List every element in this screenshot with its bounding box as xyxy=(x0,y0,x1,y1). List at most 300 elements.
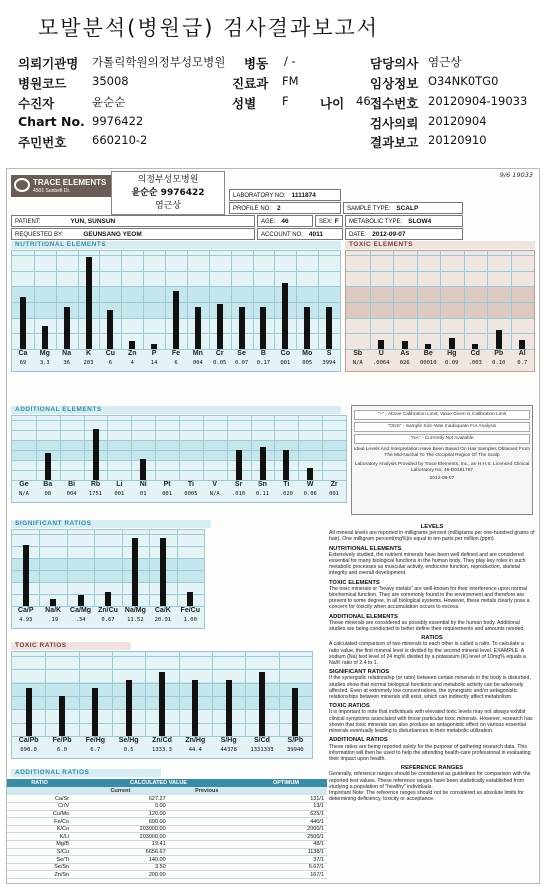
ratio-name: S/Cu xyxy=(7,848,72,856)
table-row xyxy=(7,810,327,818)
additional-chart xyxy=(11,415,347,503)
element-label: Fe/Pb xyxy=(52,737,72,744)
column-divider xyxy=(231,251,232,349)
col-blank-2 xyxy=(245,787,327,795)
element-value: 6 xyxy=(174,360,178,366)
element-value: 14 xyxy=(150,360,158,366)
column-divider xyxy=(318,251,319,349)
element-label: Co xyxy=(280,350,290,357)
doctor-value: 염근상 xyxy=(428,55,462,69)
element-label: S/Pb xyxy=(287,737,304,744)
request-label: 검사의뢰 xyxy=(370,116,419,131)
bar xyxy=(260,307,266,349)
toxic-ratios-title: TOXIC RATIOS xyxy=(11,642,131,650)
levels-text: All mineral levels are reported in milligrams percent (milligrams per one-hundred grams of hair). One milligram percent(mg%)is equal to ten parts per million (ppm). xyxy=(329,530,535,543)
report-date-2: 2012-09-07 xyxy=(429,476,455,481)
meta-value: SLOW4 xyxy=(408,218,432,225)
bar xyxy=(59,696,65,736)
column-divider xyxy=(251,416,252,480)
bar xyxy=(260,447,266,480)
note-above: "+" - Above Calibration Limit; Value Given is Calibration Limit xyxy=(354,410,530,420)
table-row xyxy=(7,841,327,849)
element-value: 36 xyxy=(63,360,70,366)
note-ideal: Ideal Levels And Interpretation Have Been Based On Hair Samples Obtained From The Mid-Nuchal To The Occipital Region Of The Scalp xyxy=(354,447,530,458)
sig-heading: SIGNIFICANT RATIOS xyxy=(329,669,390,676)
additional-ratios-title: ADDITIONAL RATIOS xyxy=(11,769,161,777)
ratio-name: Cr/V xyxy=(7,803,72,811)
element-label: Zn/Hg xyxy=(185,737,206,744)
clinical-label: 임상정보 xyxy=(370,76,419,91)
ratio-previous xyxy=(169,856,245,864)
ratio-previous xyxy=(169,833,245,841)
element-label: Zr xyxy=(330,481,338,488)
element-label: Al xyxy=(518,350,526,357)
significant-ratios-chart xyxy=(11,529,205,629)
bar xyxy=(140,459,146,480)
element-label: Ti xyxy=(187,481,194,488)
column-divider xyxy=(253,251,254,349)
sample-value: SCALP xyxy=(396,205,419,212)
req-field xyxy=(11,228,255,240)
element-value: 026 xyxy=(399,360,410,366)
ratio-previous xyxy=(169,863,245,871)
ratio-optimum: 440/1 xyxy=(245,818,327,826)
brand-address: 4501 Sunbelt Dr. xyxy=(33,188,71,194)
element-value: 20.91 xyxy=(154,617,172,623)
ratio-previous xyxy=(169,848,245,856)
column-divider xyxy=(298,416,299,480)
note-ons: "ONS" - Sample Size Was Inadequate For Analysis xyxy=(354,422,530,432)
column-divider xyxy=(60,416,61,480)
element-value: 0.09 xyxy=(445,360,459,366)
ssn-value: 660210-2 xyxy=(92,133,148,147)
element-value: 6.0 xyxy=(57,747,67,753)
element-value: 1.00 xyxy=(183,617,197,623)
ratio-name: K/Li xyxy=(7,833,72,841)
acct-value: 4011 xyxy=(308,231,324,238)
stamp-doctor: 염근상 xyxy=(154,201,182,211)
element-value: 0.67 xyxy=(101,617,115,623)
bar xyxy=(187,592,193,606)
bar xyxy=(93,429,99,480)
element-label: Na/K xyxy=(45,607,62,614)
add-text: These minerals are considered as possibly essential by the human body. Additional studies are being conducted to better define their requirements and amounts needed. xyxy=(329,619,525,633)
column-divider xyxy=(179,652,180,736)
hospital-code-value: 35008 xyxy=(92,74,129,88)
element-label: Cr xyxy=(215,350,224,357)
ratio-optimum: 13/1 xyxy=(245,803,327,811)
bar xyxy=(64,307,70,349)
ref-note: Important Note: The reference ranges should not be considered as absolute limits for determining deficiency, toxicity or acceptance. xyxy=(329,789,524,803)
bar xyxy=(78,595,84,606)
element-value: 203 xyxy=(83,360,94,366)
element-label: Ca/P xyxy=(17,607,34,614)
req-label: REQUESTED BY: xyxy=(15,232,64,238)
clinical-value: O34NK0TG0 xyxy=(428,74,499,88)
element-label: P xyxy=(151,350,157,357)
nutritional-title: NUTRITIONAL ELEMENTS xyxy=(11,241,341,249)
age-value: 46 xyxy=(356,94,371,108)
grid-line xyxy=(12,271,340,272)
ratio-current: 203000.00 xyxy=(72,825,169,833)
col-blank xyxy=(7,787,72,795)
element-value: N/A xyxy=(352,360,363,366)
table-row xyxy=(7,803,327,811)
bar xyxy=(259,672,265,736)
table-row xyxy=(7,833,327,841)
column-divider xyxy=(179,416,180,480)
ratio-current: 3.50 xyxy=(72,863,169,871)
column-divider xyxy=(322,416,323,480)
column-divider xyxy=(279,652,280,736)
ratio-previous xyxy=(169,871,245,879)
column-divider xyxy=(78,251,79,349)
element-label: Mg xyxy=(39,350,50,357)
ratio-current: 140.00 xyxy=(72,856,169,864)
element-value: 004 xyxy=(192,360,203,366)
column-divider xyxy=(36,416,37,480)
element-label: Ca/Mg xyxy=(70,607,92,614)
ratio-previous xyxy=(169,818,245,826)
ratio-name: Se/Ti xyxy=(7,856,72,864)
element-value: 11.52 xyxy=(127,617,144,623)
sample-label: SAMPLE TYPE: xyxy=(347,206,391,212)
column-divider xyxy=(155,416,156,480)
toxic-title: TOXIC ELEMENTS xyxy=(345,241,535,249)
column-divider xyxy=(417,251,418,349)
column-divider xyxy=(212,652,213,736)
column-divider xyxy=(187,251,188,349)
table-row xyxy=(7,856,327,864)
element-label: Na/Mg xyxy=(124,607,146,614)
ratio-current: 120.00 xyxy=(72,810,169,818)
element-value: N/A xyxy=(209,491,220,497)
tr-heading: TOXIC RATIOS xyxy=(329,703,370,710)
bar xyxy=(449,338,455,349)
column-divider xyxy=(67,530,68,606)
profile-field xyxy=(229,202,341,214)
element-label: Cu xyxy=(105,350,116,357)
element-value: 08 xyxy=(44,491,52,497)
chart-value: 9976422 xyxy=(92,114,144,128)
age-field xyxy=(257,215,313,227)
column-divider xyxy=(209,251,210,349)
column-divider xyxy=(145,652,146,736)
element-label: Na xyxy=(62,350,72,357)
ratios-heading: RATIOS xyxy=(421,635,443,642)
bar xyxy=(226,680,232,736)
bar xyxy=(159,672,165,736)
element-label: Se/Hg xyxy=(118,737,139,744)
column-divider xyxy=(165,251,166,349)
bar xyxy=(132,538,138,606)
bar xyxy=(23,545,29,606)
element-label: Zn xyxy=(127,350,137,357)
ref-heading: REFERENCE RANGES xyxy=(400,765,464,772)
element-label: Zn/Cu xyxy=(98,607,118,614)
element-value: 3.3 xyxy=(39,360,50,366)
bar xyxy=(42,326,48,350)
col-previous: Previous xyxy=(169,787,245,795)
bar xyxy=(283,450,289,480)
bar xyxy=(472,344,478,349)
request-value: 20120904 xyxy=(428,114,487,128)
bar xyxy=(239,307,245,349)
element-value: 0005 xyxy=(184,491,198,497)
element-value: 0.10 xyxy=(492,360,506,366)
receipt-label: 접수번호 xyxy=(370,96,419,111)
element-value: 001 xyxy=(162,491,173,497)
column-divider xyxy=(511,251,512,349)
lab-no-field xyxy=(229,189,341,201)
bar xyxy=(173,291,179,349)
hospital-stamp xyxy=(111,171,225,215)
bar xyxy=(92,688,98,736)
column-divider xyxy=(94,530,95,606)
column-divider xyxy=(227,416,228,480)
ratio-optimum: 2500/1 xyxy=(245,833,327,841)
additional-title: ADDITIONAL ELEMENTS xyxy=(11,406,341,414)
column-divider xyxy=(177,530,178,606)
receipt-value: 20120904-19033 xyxy=(428,94,528,108)
element-value: 0.05 xyxy=(213,360,227,366)
element-label: Hg xyxy=(447,350,457,357)
element-value: 005 xyxy=(302,360,313,366)
element-label: Sb xyxy=(353,350,363,357)
report-header xyxy=(7,169,540,239)
ratio-name: Fe/Co xyxy=(7,818,72,826)
note-lab: Laboratory Analysis Provided by Trace Elements, Inc., an H.H.S. Licensed Clinical Laboratory No. 45-D0481787 xyxy=(354,462,530,473)
ratio-name: Cu/Mo xyxy=(7,810,72,818)
bar xyxy=(107,310,113,349)
report-value: 20120910 xyxy=(428,133,487,147)
bar xyxy=(45,453,51,480)
levels-heading: LEVELS xyxy=(420,524,444,530)
toxic-ratios-chart xyxy=(11,651,313,759)
bar xyxy=(292,688,298,736)
bar xyxy=(86,257,92,349)
table-row xyxy=(7,863,327,871)
column-divider xyxy=(245,652,246,736)
column-divider xyxy=(79,652,80,736)
column-divider xyxy=(370,251,371,349)
grid-line xyxy=(12,534,204,535)
element-label: Bi xyxy=(68,481,76,488)
bar xyxy=(236,450,242,480)
element-value: .020 xyxy=(279,491,293,497)
patient-value: 윤순순 xyxy=(92,95,126,109)
table-row xyxy=(7,825,327,833)
column-divider xyxy=(143,251,144,349)
bar xyxy=(307,468,313,480)
ratio-name: Zn/Sn xyxy=(7,871,72,879)
hair-analysis-report xyxy=(6,168,540,884)
bar xyxy=(519,340,525,349)
element-label: B xyxy=(260,350,266,357)
element-label: Pb xyxy=(494,350,504,357)
ratio-current: 0.00 xyxy=(72,803,169,811)
column-divider xyxy=(203,416,204,480)
ratio-optimum: 1138/1 xyxy=(245,848,327,856)
bar xyxy=(496,330,502,349)
bar xyxy=(217,304,223,349)
ratio-name: Mg/B xyxy=(7,841,72,849)
element-label: Li xyxy=(116,481,123,488)
institution-value: 가톨릭학원의정부성모병원 xyxy=(92,55,226,69)
bar xyxy=(20,297,26,349)
dept-value: FM xyxy=(282,74,299,88)
col-ratio: RATIO xyxy=(7,779,72,787)
element-value: 39940 xyxy=(287,747,304,753)
element-value: 1751 xyxy=(88,491,103,497)
column-divider xyxy=(99,251,100,349)
element-label: As xyxy=(400,350,410,357)
ratio-current: 6656.67 xyxy=(72,848,169,856)
element-value: 4 xyxy=(130,360,134,366)
grid-line xyxy=(12,286,340,287)
toxic-heading: TOXIC ELEMENTS xyxy=(329,579,380,586)
element-value: 1331333 xyxy=(250,747,274,753)
element-value: 01 xyxy=(139,491,147,497)
element-label: Ca xyxy=(18,350,28,357)
ratio-previous xyxy=(169,803,245,811)
handwritten-note: 9/6 19033 xyxy=(499,171,533,179)
sex-field xyxy=(315,215,343,227)
element-label: Ge xyxy=(19,481,29,488)
column-divider xyxy=(39,530,40,606)
element-label: S/Cd xyxy=(254,737,270,744)
bar xyxy=(425,344,431,349)
table-row xyxy=(7,848,327,856)
element-label: Be xyxy=(423,350,433,357)
element-label: U xyxy=(378,350,384,357)
ratio-current: 203000.00 xyxy=(72,833,169,841)
sex-label: 성별 xyxy=(232,96,257,111)
req-value: GEUNSANG YEOM xyxy=(83,231,142,238)
ratios-text: A calculated comparison of two minerals to each other is called a ratio. To calculate a ratio value, the first mineral level is divided by the second mineral level. EXAMPLE: A sodium (Na) test level of 24 mg% divided by a potassium (K) level of 10mg% equals a Na/K ratio of 2.4 to 1. xyxy=(329,641,526,667)
element-label: Mn xyxy=(192,350,203,357)
element-value: 00010 xyxy=(419,360,437,366)
ratio-optimum: 2000/1 xyxy=(245,825,327,833)
element-label: S/Hg xyxy=(220,737,237,744)
column-divider xyxy=(393,251,394,349)
meta-field xyxy=(345,215,463,227)
bar xyxy=(160,538,166,606)
toxic-chart xyxy=(345,250,535,372)
toxic-text: The toxic minerals or "heavy metals" are well-known for their interference upon normal biochemical function. They are commonly found in the environment and therefore are present to some degree, in all biological systems. However, these metals clearly pose a concern for toxicity when accumulation occurs to excess. xyxy=(329,585,530,611)
element-label: V xyxy=(212,481,218,488)
element-label: Fe xyxy=(171,350,181,357)
element-value: .34 xyxy=(75,617,86,623)
element-label: Sn xyxy=(258,481,267,488)
notes-box xyxy=(351,405,533,515)
element-value: 44.4 xyxy=(188,747,202,753)
ar-text: These ratios are being reported solely for the purpose of gathering research data. This information will then be used to help the attending health-care professional in evaluating their impact upon health. xyxy=(329,743,531,762)
element-value: 001 xyxy=(280,360,291,366)
grid-line xyxy=(12,582,204,583)
ratio-previous xyxy=(169,825,245,833)
element-value: 69 xyxy=(19,360,27,366)
element-value: 1333.3 xyxy=(152,747,172,753)
column-divider xyxy=(122,530,123,606)
bar xyxy=(126,680,132,736)
element-label: Sr xyxy=(234,481,243,488)
ratio-optimum: 6.67/1 xyxy=(245,863,327,871)
element-value: 3994 xyxy=(322,360,336,366)
column-divider xyxy=(274,251,275,349)
element-value: .0064 xyxy=(372,360,390,366)
ratio-optimum: 48/1 xyxy=(245,841,327,849)
ratio-current: 19.41 xyxy=(72,841,169,849)
col-current: Current xyxy=(72,787,169,795)
element-label: Ti xyxy=(283,481,290,488)
bar xyxy=(151,344,157,349)
ratio-name: Ca/Sr xyxy=(7,795,72,803)
element-label: Pt xyxy=(163,481,171,488)
patient-label: 수진자 xyxy=(18,96,55,111)
report-age-value: 46 xyxy=(281,218,289,225)
chart-label: Chart No. xyxy=(18,114,85,129)
ward-label: 병동 xyxy=(244,56,269,71)
element-label: Se xyxy=(237,350,246,357)
ratio-optimum: 37/1 xyxy=(245,856,327,864)
element-value: 0.11 xyxy=(255,491,270,497)
ratio-current: 600.00 xyxy=(72,818,169,826)
lab-no-value: 1111874 xyxy=(291,192,316,199)
report-label: 결과보고 xyxy=(370,135,419,150)
report-patient-value: YUN, SUNSUN xyxy=(70,218,116,225)
table-row xyxy=(7,795,327,803)
ratio-current: 200.00 xyxy=(72,871,169,879)
column-divider xyxy=(487,251,488,349)
patient-field xyxy=(11,215,255,227)
element-label: Ca/K xyxy=(154,607,171,614)
element-label: Ca/Pb xyxy=(18,737,39,744)
age-label: 나이 xyxy=(320,96,345,111)
table-row xyxy=(7,818,327,826)
element-value: 4.93 xyxy=(19,617,33,623)
note-na: "NA" - Currently Not Available xyxy=(354,434,530,444)
ratio-previous xyxy=(169,810,245,818)
ratio-optimum: 625/1 xyxy=(245,810,327,818)
ratio-name: Se/Sn xyxy=(7,863,72,871)
column-divider xyxy=(131,416,132,480)
bar xyxy=(26,688,32,736)
column-divider xyxy=(274,416,275,480)
element-label: Mo xyxy=(302,350,313,357)
grid-line xyxy=(12,558,204,559)
nutri-heading: NUTRITIONAL ELEMENTS xyxy=(329,545,402,552)
bar xyxy=(50,599,56,606)
column-divider xyxy=(112,652,113,736)
nutritional-chart xyxy=(11,250,341,372)
column-divider xyxy=(34,251,35,349)
element-value: 0.7 xyxy=(517,360,528,366)
bar xyxy=(402,341,408,349)
bar xyxy=(105,592,111,606)
element-value: N/A xyxy=(18,491,29,497)
element-value: 0.06 xyxy=(303,491,317,497)
lab-no-label: LABORATORY NO: xyxy=(233,193,286,199)
nutri-text: Extensively studied, the nutrient minerals have been well defined and are considered essential for many biological functions in the human body. They play key roles in such metabolic processes as muscular activity, endocrine function, reproduction, skeletal integrity and overall development. xyxy=(329,551,526,577)
element-value: .003 xyxy=(468,360,482,366)
element-value: 001 xyxy=(114,491,125,497)
acct-field xyxy=(257,228,343,240)
bar xyxy=(326,307,332,349)
lab-logo xyxy=(11,175,117,197)
ratio-previous xyxy=(169,841,245,849)
interpretation-text xyxy=(329,521,535,802)
